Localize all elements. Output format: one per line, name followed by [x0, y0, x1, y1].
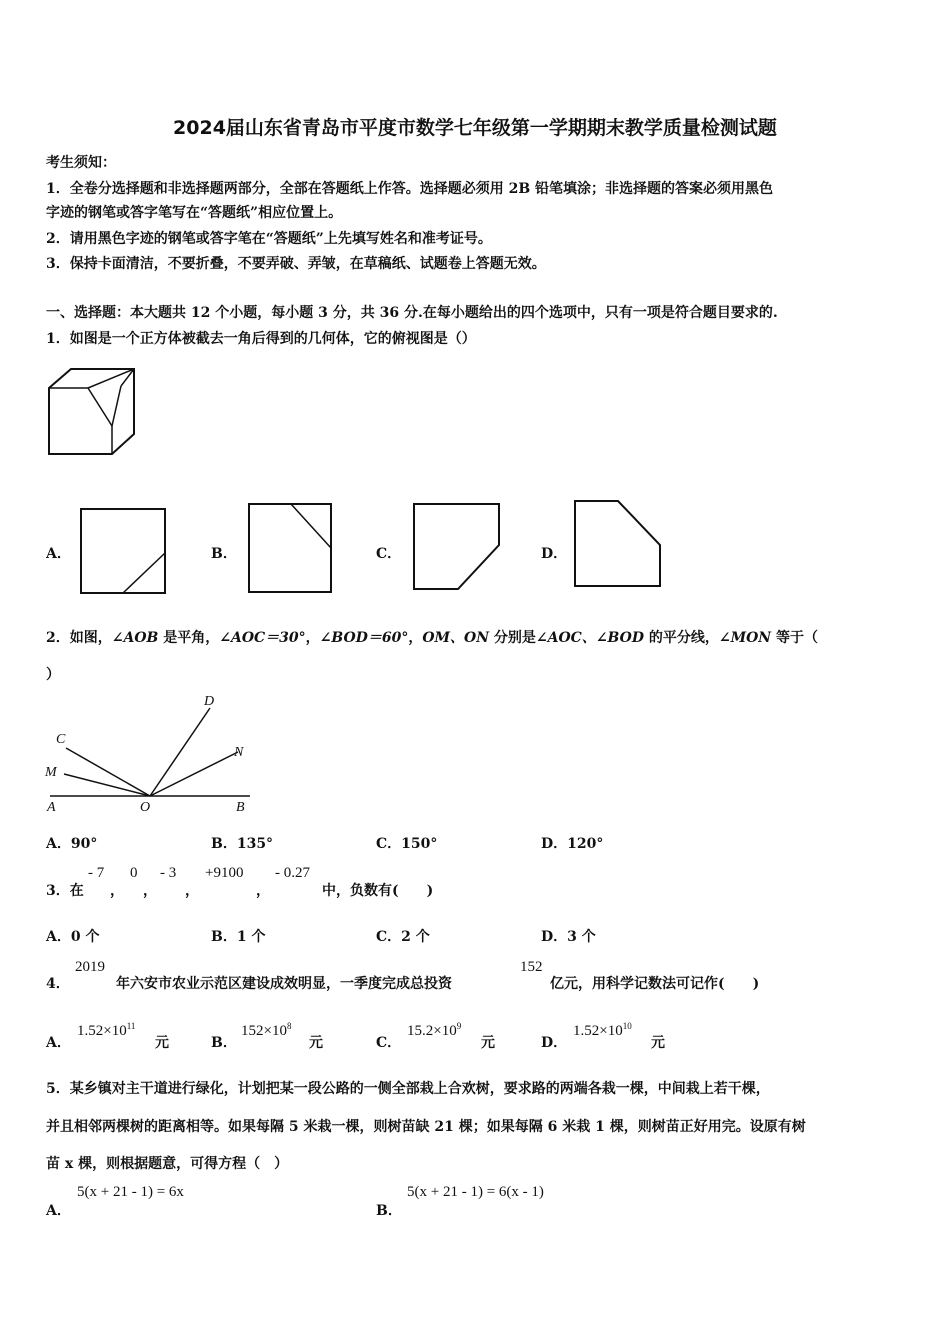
q3-option-a[interactable]: A．0 个	[46, 929, 100, 945]
label-o: O	[140, 800, 151, 815]
q4-option-a-value: $1.52\times 10^{11}$	[77, 1021, 136, 1039]
q3-number-1: - 7	[88, 865, 105, 881]
q5-line-1: 5．某乡镇对主干道进行绿化，计划把某一段公路的一侧全部栽上合欢树，要求路的两端各栽一棵，中间栽上若干棵，	[46, 1081, 770, 1097]
q5-option-b-label[interactable]: B．	[376, 1203, 402, 1219]
q3-comma-3: ，	[185, 883, 199, 899]
q1-option-b-label[interactable]: B．	[211, 546, 237, 562]
q3-option-d[interactable]: D．3 个	[541, 929, 596, 945]
label-b: B	[236, 800, 245, 815]
q3-number-3: - 3	[160, 865, 177, 881]
q4-middle: 年六安市农业示范区建设成效明显，一季度完成总投资	[116, 976, 452, 992]
q4-option-d-unit: 元	[651, 1035, 665, 1051]
label-d: D	[204, 694, 215, 709]
q4-prefix: 4．	[46, 976, 70, 992]
q1-option-c-figure	[413, 503, 503, 591]
q3-number-2: 0	[130, 865, 138, 881]
q4-option-c-unit: 元	[481, 1035, 495, 1051]
q3-option-b[interactable]: B．1 个	[211, 929, 266, 945]
q5-line-3: 苗 x 棵，则根据题意，可得方程（ ）	[46, 1156, 289, 1172]
q1-stem: 1．如图是一个正方体被截去一角后得到的几何体，它的俯视图是（）	[46, 331, 476, 347]
q1-option-d-label[interactable]: D．	[541, 546, 568, 562]
q5-line-2: 并且相邻两棵树的距离相等。如果每隔 5 米栽一棵，则树苗缺 21 棵；如果每隔 6 米栽 1 棵，则树苗正好用完。设原有树	[46, 1119, 806, 1135]
notice-line-3: 3．保持卡面清洁，不要折叠，不要弄破、弄皱，在草稿纸、试题卷上答题无效。	[46, 256, 546, 272]
q3-suffix: 中，负数有( )	[322, 883, 434, 899]
q2-stem: 2．如图，∠AOB 是平角，∠AOC＝30°，∠BOD＝60°，OM、ON 分别是∠AOC、∠BOD 的平分线，∠MON 等于（	[46, 630, 818, 646]
q1-option-c-label[interactable]: C．	[376, 546, 402, 562]
q1-cube-figure	[46, 366, 138, 458]
q5-option-a-label[interactable]: A．	[46, 1203, 71, 1219]
q3-option-c[interactable]: C．2 个	[376, 929, 430, 945]
q3-comma-4: ，	[256, 883, 270, 899]
q3-comma-2: ，	[143, 883, 157, 899]
q4-option-a-unit: 元	[155, 1035, 169, 1051]
q3-comma-1: ，	[110, 883, 124, 899]
q3-prefix: 3．在	[46, 883, 84, 899]
q2-angle-figure	[42, 690, 262, 815]
q3-number-5: - 0.27	[275, 865, 310, 881]
q1-option-b-figure	[248, 503, 336, 595]
section-heading: 一、选择题：本大题共 12 个小题，每小题 3 分，共 36 分.在每小题给出的四个选项中，只有一项是符合题目要求的.	[46, 305, 778, 321]
q4-option-c-value: $15.2\times 10^9$	[407, 1021, 462, 1039]
q1-option-d-figure	[574, 500, 666, 590]
q4-option-d-label[interactable]: D．	[541, 1035, 568, 1051]
q4-option-c-label[interactable]: C．	[376, 1035, 402, 1051]
q3-number-4: +9100	[205, 865, 244, 881]
q2-option-d[interactable]: D．120°	[541, 836, 604, 852]
page-title: 2024届山东省青岛市平度市数学七年级第一学期期末教学质量检测试题	[173, 117, 777, 139]
q4-option-a-label[interactable]: A．	[46, 1035, 71, 1051]
notice-line-1a: 1．全卷分选择题和非选择题两部分，全部在答题纸上作答。选择题必须用 2B 铅笔填涂；非选择题的答案必须用黑色	[46, 181, 774, 197]
q2-option-a[interactable]: A．90°	[46, 836, 98, 852]
q1-option-a-figure	[80, 508, 168, 596]
q2-option-c[interactable]: C．150°	[376, 836, 438, 852]
q5-option-a-equation: 5(x + 21 - 1) = 6x	[77, 1184, 184, 1200]
notice-line-2: 2．请用黑色字迹的钢笔或答字笔在“答题纸”上先填写姓名和准考证号。	[46, 231, 492, 247]
q4-suffix: 亿元，用科学记数法可记作( )	[550, 976, 760, 992]
q2-option-b[interactable]: B．135°	[211, 836, 274, 852]
label-c: C	[56, 732, 66, 747]
q4-year: 2019	[75, 959, 105, 975]
q4-option-b-unit: 元	[309, 1035, 323, 1051]
q5-option-b-equation: 5(x + 21 - 1) = 6(x - 1)	[407, 1184, 544, 1200]
label-n: N	[234, 745, 244, 760]
q4-option-d-value: $1.52\times 10^{10}$	[573, 1021, 632, 1039]
q1-option-a-label[interactable]: A．	[46, 546, 71, 562]
q4-amount: 152	[520, 959, 543, 975]
label-m: M	[45, 765, 57, 780]
label-a: A	[47, 800, 56, 815]
notice-heading: 考生须知：	[46, 155, 116, 171]
q4-option-b-label[interactable]: B．	[211, 1035, 237, 1051]
q4-option-b-value: $152\times 10^8$	[241, 1021, 292, 1039]
notice-line-1b: 字迹的钢笔或答字笔写在“答题纸”相应位置上。	[46, 205, 343, 221]
q2-stem-close: ）	[46, 667, 60, 683]
